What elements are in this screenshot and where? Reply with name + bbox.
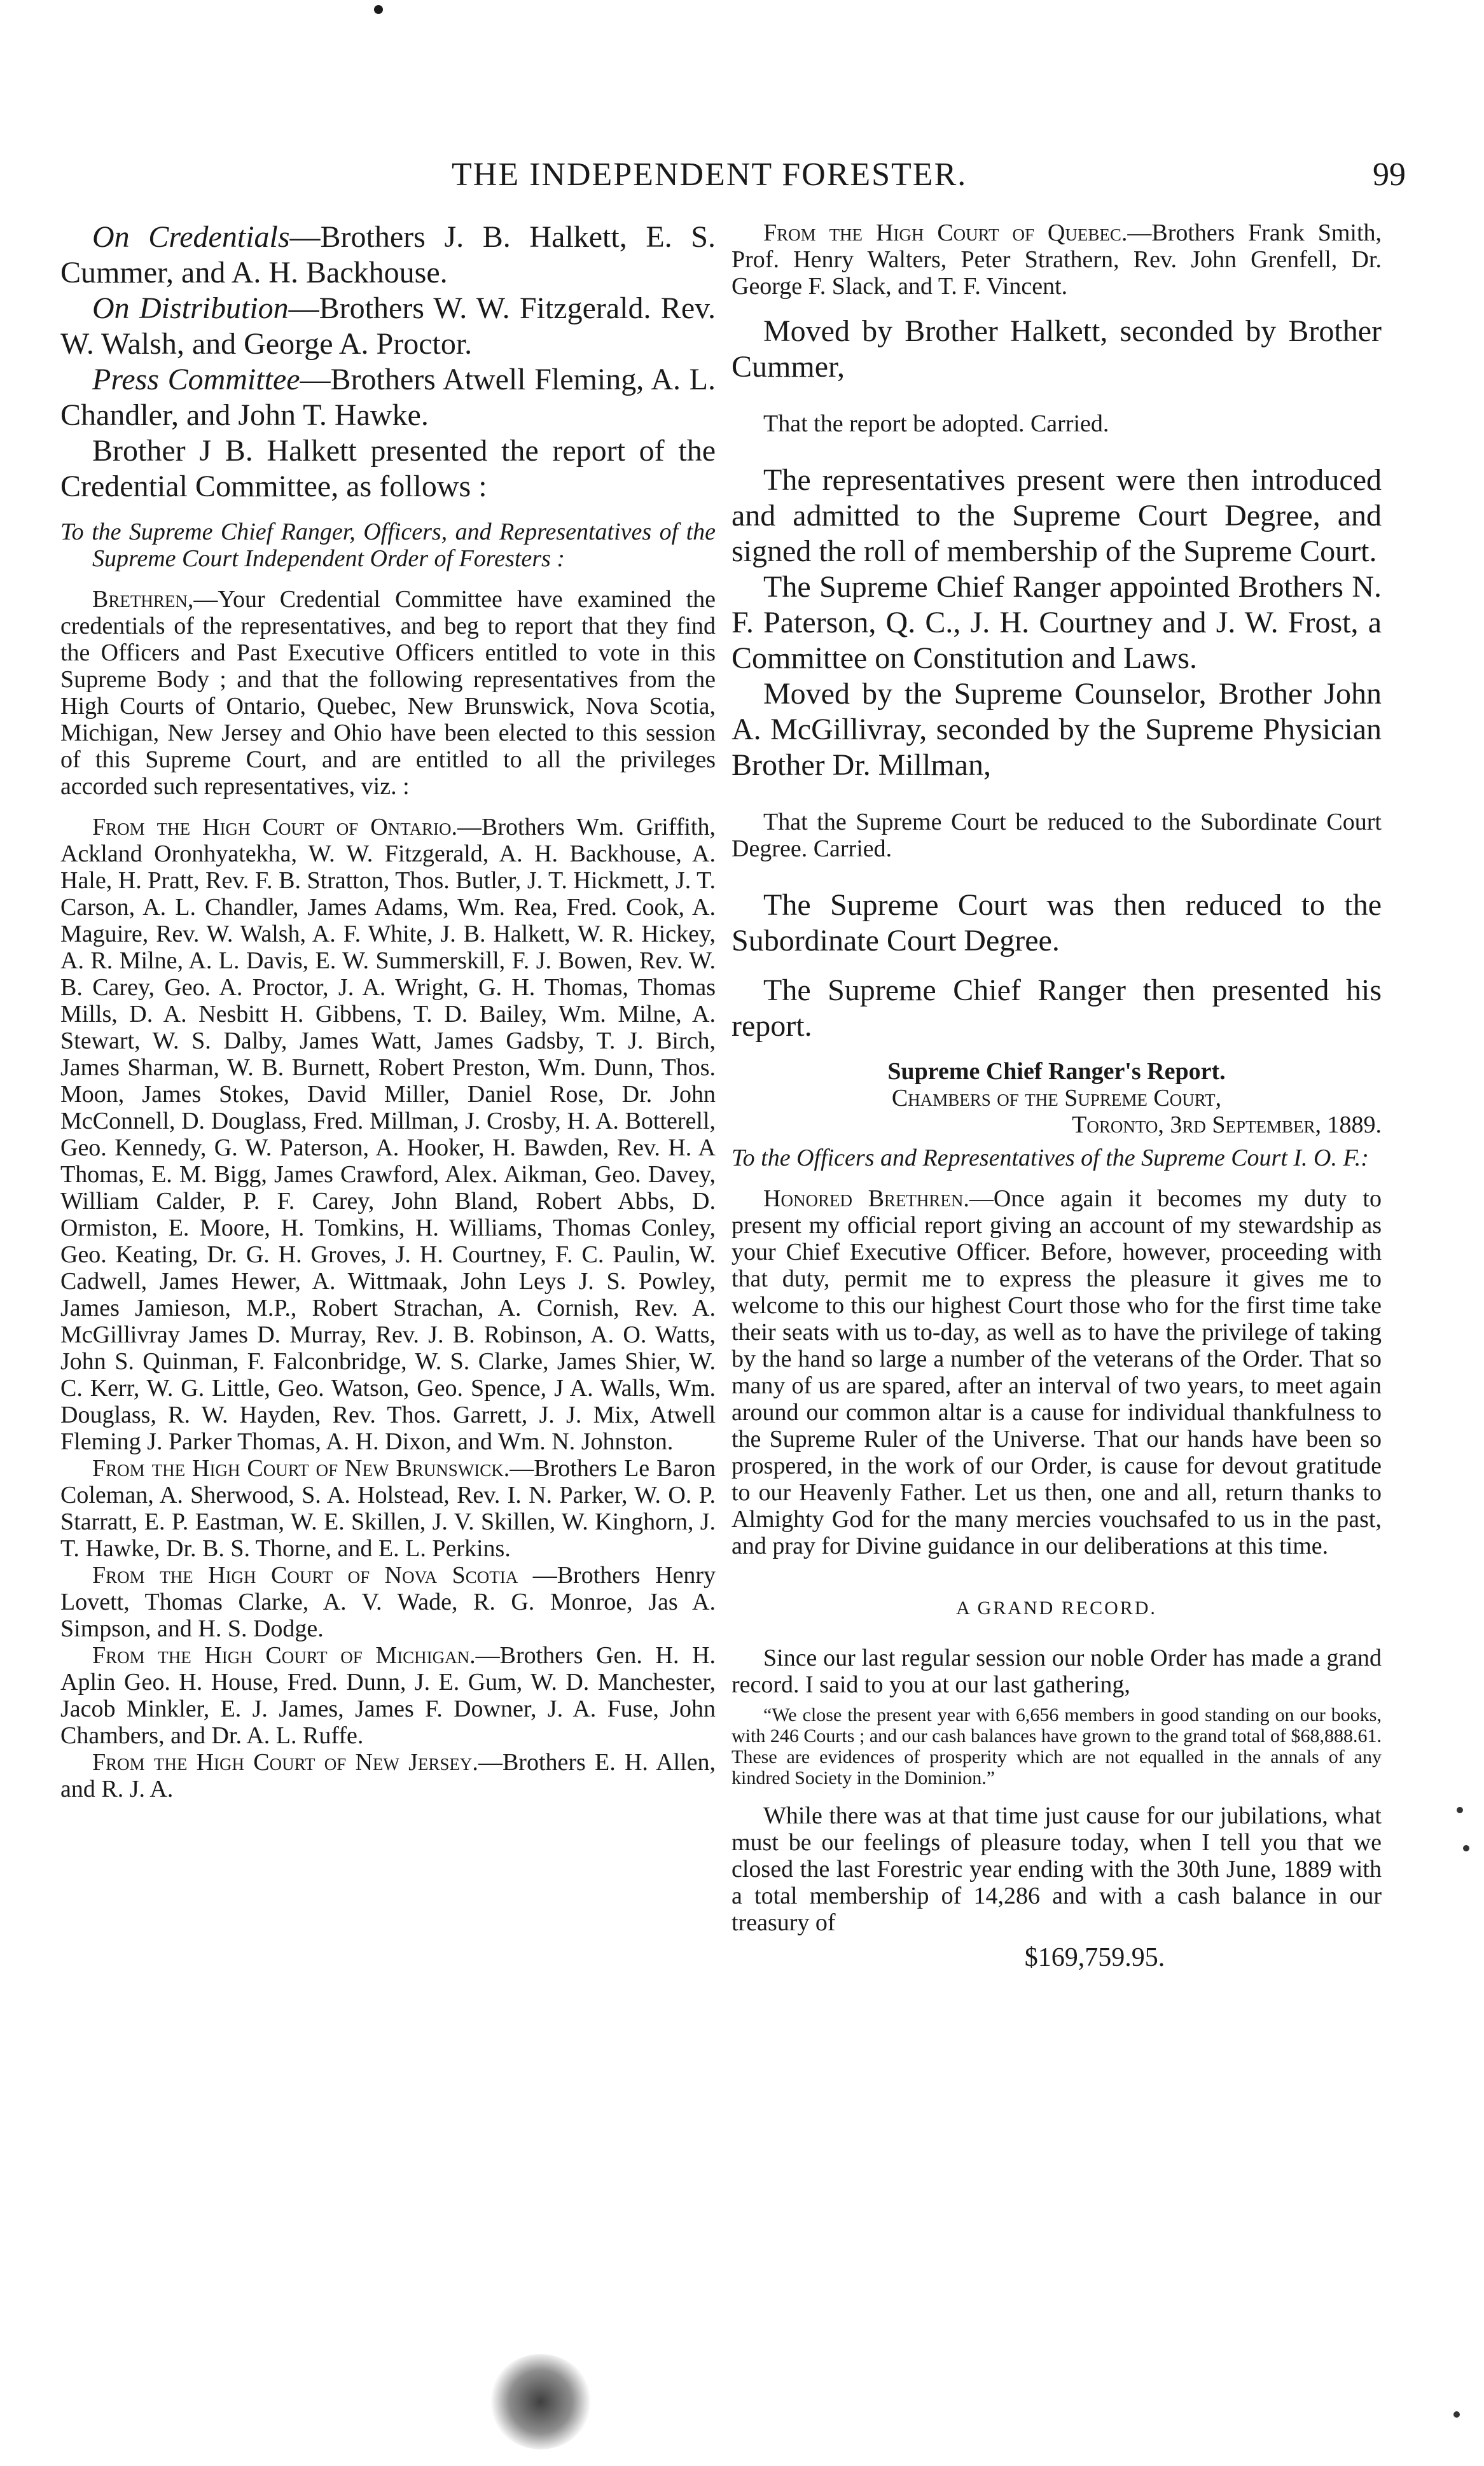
committee-distribution — [60, 291, 716, 362]
edge-speck — [1457, 1807, 1463, 1813]
report-lead: Honored Brethren. — [763, 1185, 969, 1212]
paragraph-presented: The Supreme Chief Ranger then presented his report. — [732, 973, 1382, 1043]
paragraph-since: Since our last regular session our noble Order has made a grand record. I said to you at our last gathering, — [732, 1645, 1382, 1698]
committee-name: On Distribution — [92, 291, 289, 325]
court-heading: From the High Court of New Brunswick. — [92, 1455, 510, 1482]
report-opening — [732, 1185, 1382, 1559]
report-body: —Once again it becomes my duty to present my official report giving an account of my stewardship as your Chief Executive Officer. Before, however, proceeding with that duty, permit me to express the pleasure it gives me to welcome to this our highest Court those who for the first time take their seats with us to-day, as well as to have the privilege of taking by the hand so large a number of the veterans of the Order. That so many of us are spared, after an interval of two years, to meet again around our common altar is a cause for individual thankfulness to the Supreme Ruler of the Universe. That our hands have been so prospered, in the work of our Order, is cause for devout gratitude to our Heavenly Father. Let us then, one and all, return thanks to Almighty God for the many mercies vouchsafed to us in the past, and pray for Divine guidance in our deliberations at this time. — [732, 1185, 1382, 1559]
committee-name: Press Committee — [92, 363, 300, 396]
page-header — [76, 156, 1406, 200]
credential-intro: Brother J B. Halkett presented the report of the Credential Committee, as follows : — [60, 434, 716, 503]
report-dateline-place: Chambers of the Supreme Court, — [891, 1085, 1222, 1111]
credential-report — [60, 586, 716, 800]
court-ontario — [60, 814, 716, 1455]
report-dateline-date: Toronto, 3rd September, 1889. — [1072, 1111, 1382, 1138]
court-names: —Brothers Le Baron Coleman, A. Sherwood, S. A. Holstead, Rev. I. N. Parker, W. O. P. Starratt, E. P. Eastman, W. E. Skillen, J. V. Skillen, W. Kinghorn, J. T. Hawke, Dr. B. S. Thorne, and E. L. Perkins. — [60, 1455, 716, 1562]
quotation: “We close the present year with 6,656 members in good standing on our books, with 246 Courts ; and our cash balances have grown to the grand total of $68,888.61. These are evidences of prosperity which are not equalled in the annals of any kindred Society in the Dominion.” — [732, 1704, 1382, 1788]
report-address: To the Supreme Chief Ranger, Officers, and Representatives of the Supreme Court Independent Order of Foresters : — [60, 519, 716, 572]
report-body: —Your Credential Committee have examined the credentials of the representatives, and beg to report that they find the Officers and Past Executive Officers entitled to vote in this Supreme Body ; and that the following representatives from the High Courts of Ontario, Quebec, New Brunswick, Nova Scotia, Michigan, New Jersey and Ohio have been elected to this session of this Supreme Court, and are entitled to all the privileges accorded such representatives, viz. : — [60, 586, 716, 800]
paragraph-while: While there was at that time just cause for our jubilations, what must be our feelings of pleasure today, when I tell you that we closed the last Forestric year ending with the 30th June, 1889 with a total membership of 14,286 and with a cash balance in our treasury of — [732, 1802, 1382, 1936]
running-title: THE INDEPENDENT FORESTER. — [452, 157, 967, 193]
section-heading: A GRAND RECORD. — [956, 1598, 1157, 1619]
cash-balance: $169,759.95. — [1024, 1943, 1165, 1972]
page-number: 99 — [1373, 157, 1406, 193]
paragraph-reduced: The Supreme Court was then reduced to the Subordinate Court Degree. — [732, 888, 1382, 958]
court-michigan — [60, 1642, 716, 1749]
report-addressee: To the Officers and Representatives of the Supreme Court I. O. F.: — [732, 1145, 1369, 1171]
edge-speck — [1453, 2411, 1460, 2418]
committee-credentials — [60, 219, 716, 291]
court-heading: From the High Court of Quebec. — [763, 219, 1128, 246]
court-heading: From the High Court of New Jersey. — [92, 1749, 478, 1776]
court-quebec — [732, 219, 1382, 300]
paragraph-representatives: The representatives present were then introduced and admitted to the Supreme Court Degree, and signed the roll of membership of the Supreme Court. — [732, 463, 1382, 568]
committee-name: On Credentials — [92, 220, 290, 254]
court-nova-scotia — [60, 1562, 716, 1642]
court-heading: From the High Court of Michigan. — [92, 1642, 476, 1669]
court-names: —Brothers Frank Smith, Prof. Henry Walters, Peter Strathern, Rev. John Grenfell, Dr. George F. Slack, and T. F. Vincent. — [732, 219, 1382, 300]
report-title: Supreme Chief Ranger's Report. — [887, 1058, 1226, 1085]
court-names: —Brothers Henry Lovett, Thomas Clarke, A. V. Wade, R. G. Monroe, Jas A. Simpson, and H. S. Dodge. — [60, 1562, 716, 1642]
court-heading: From the High Court of Nova Scotia — [92, 1562, 518, 1589]
ink-blot — [490, 2354, 592, 2449]
court-heading: From the High Court of Ontario. — [92, 814, 458, 840]
resolution-adopt: That the report be adopted. Carried. — [763, 410, 1109, 437]
left-column — [60, 219, 716, 1802]
court-names: —Brothers Gen. H. H. Aplin Geo. H. House, Fred. Dunn, J. E. Gum, W. D. Manchester, Jacob Minkler, E. J. James, James F. Downer, J. A. Fuse, John Chambers, and Dr. A. L. Ruffe. — [60, 1642, 716, 1749]
resolution-reduce: That the Supreme Court be reduced to the Subordinate Court Degree. Carried. — [732, 809, 1382, 862]
committee-members: —Brothers W. W. Fitzgerald. Rev. W. Walsh, and George A. Proctor. — [60, 291, 716, 361]
motion-reduce: Moved by the Supreme Counselor, Brother John A. McGillivray, seconded by the Supreme Physician Brother Dr. Millman, — [732, 677, 1382, 782]
committee-press — [60, 362, 716, 433]
motion-adopt: Moved by Brother Halkett, seconded by Brother Cummer, — [732, 314, 1382, 384]
court-names: —Brothers Wm. Griffith, Ackland Oronhyatekha, W. W. Fitzgerald, A. H. Backhouse, A. Hale, H. Pratt, Rev. F. B. Stratton, Thos. Butler, J. T. Hickmett, J. T. Carson, A. L. Chandler, James Adams, Wm. Rea, Fred. Cook, A. Maguire, Rev. W. Walsh, A. F. White, J. B. Halkett, W. R. Hickey, A. R. Milne, A. L. Davis, E. W. Summerskill, F. J. Bowen, Rev. W. B. Carey, Geo. A. Proctor, J. A. Wright, G. H. Thomas, Thomas Mills, D. A. Nesbitt H. Gibbens, T. D. Bailey, Wm. Milne, A. Stewart, W. S. Dalby, James Watt, James Gadsby, T. J. Birch, James Sharman, W. B. Burnett, Robert Preston, Wm. Dunn, Thos. Moon, James Stokes, David Miller, Daniel Rose, Dr. John McConnell, D. Douglass, Fred. Millman, J. Crosby, H. A. Botterell, Geo. Kennedy, G. W. Paterson, A. Hooker, H. Bawden, Rev. H. A Thomas, E. M. Bigg, James Crawford, Alex. Aikman, Geo. Davey, William Calder, P. F. Carey, John Bland, Robert Abbs, D. Ormiston, E. Moore, H. Tomkins, H. Williams, Thomas Conley, Geo. Keating, Dr. G. H. Groves, J. H. Courtney, F. C. Paulin, W. Cadwell, James Hewer, A. Wittmaak, John Leys J. S. Powley, James Jamieson, M.P., Robert Strachan, A. Cornish, Rev. A. McGillivray James D. Murray, Rev. J. B. Robinson, A. O. Watts, John S. Quinman, F. Falconbridge, W. S. Clarke, James Shier, W. C. Kerr, W. G. Little, Geo. Watson, Geo. Spence, J A. Walls, Wm. Douglass, R. W. Hayden, Rev. Thos. Garrett, J. J. Mix, Atwell Fleming J. Parker Thomas, A. H. Dixon, and Wm. N. Johnston. — [60, 814, 716, 1455]
right-column — [732, 219, 1382, 1973]
committee-members: —Brothers J. B. Halkett, E. S. Cummer, and A. H. Backhouse. — [60, 220, 716, 289]
committee-members: —Brothers Atwell Fleming, A. L. Chandler, and John T. Hawke. — [60, 363, 716, 432]
report-lead: Brethren, — [92, 586, 194, 613]
edge-speck — [1463, 1845, 1469, 1851]
court-new-brunswick — [60, 1455, 716, 1562]
court-names: —Brothers E. H. Allen, and R. J. A. — [60, 1749, 716, 1802]
court-new-jersey — [60, 1749, 716, 1802]
paragraph-committee: The Supreme Chief Ranger appointed Brothers N. F. Paterson, Q. C., J. H. Courtney and J. W. Frost, a Committee on Constitution and Laws. — [732, 570, 1382, 675]
ink-speck — [374, 5, 383, 14]
